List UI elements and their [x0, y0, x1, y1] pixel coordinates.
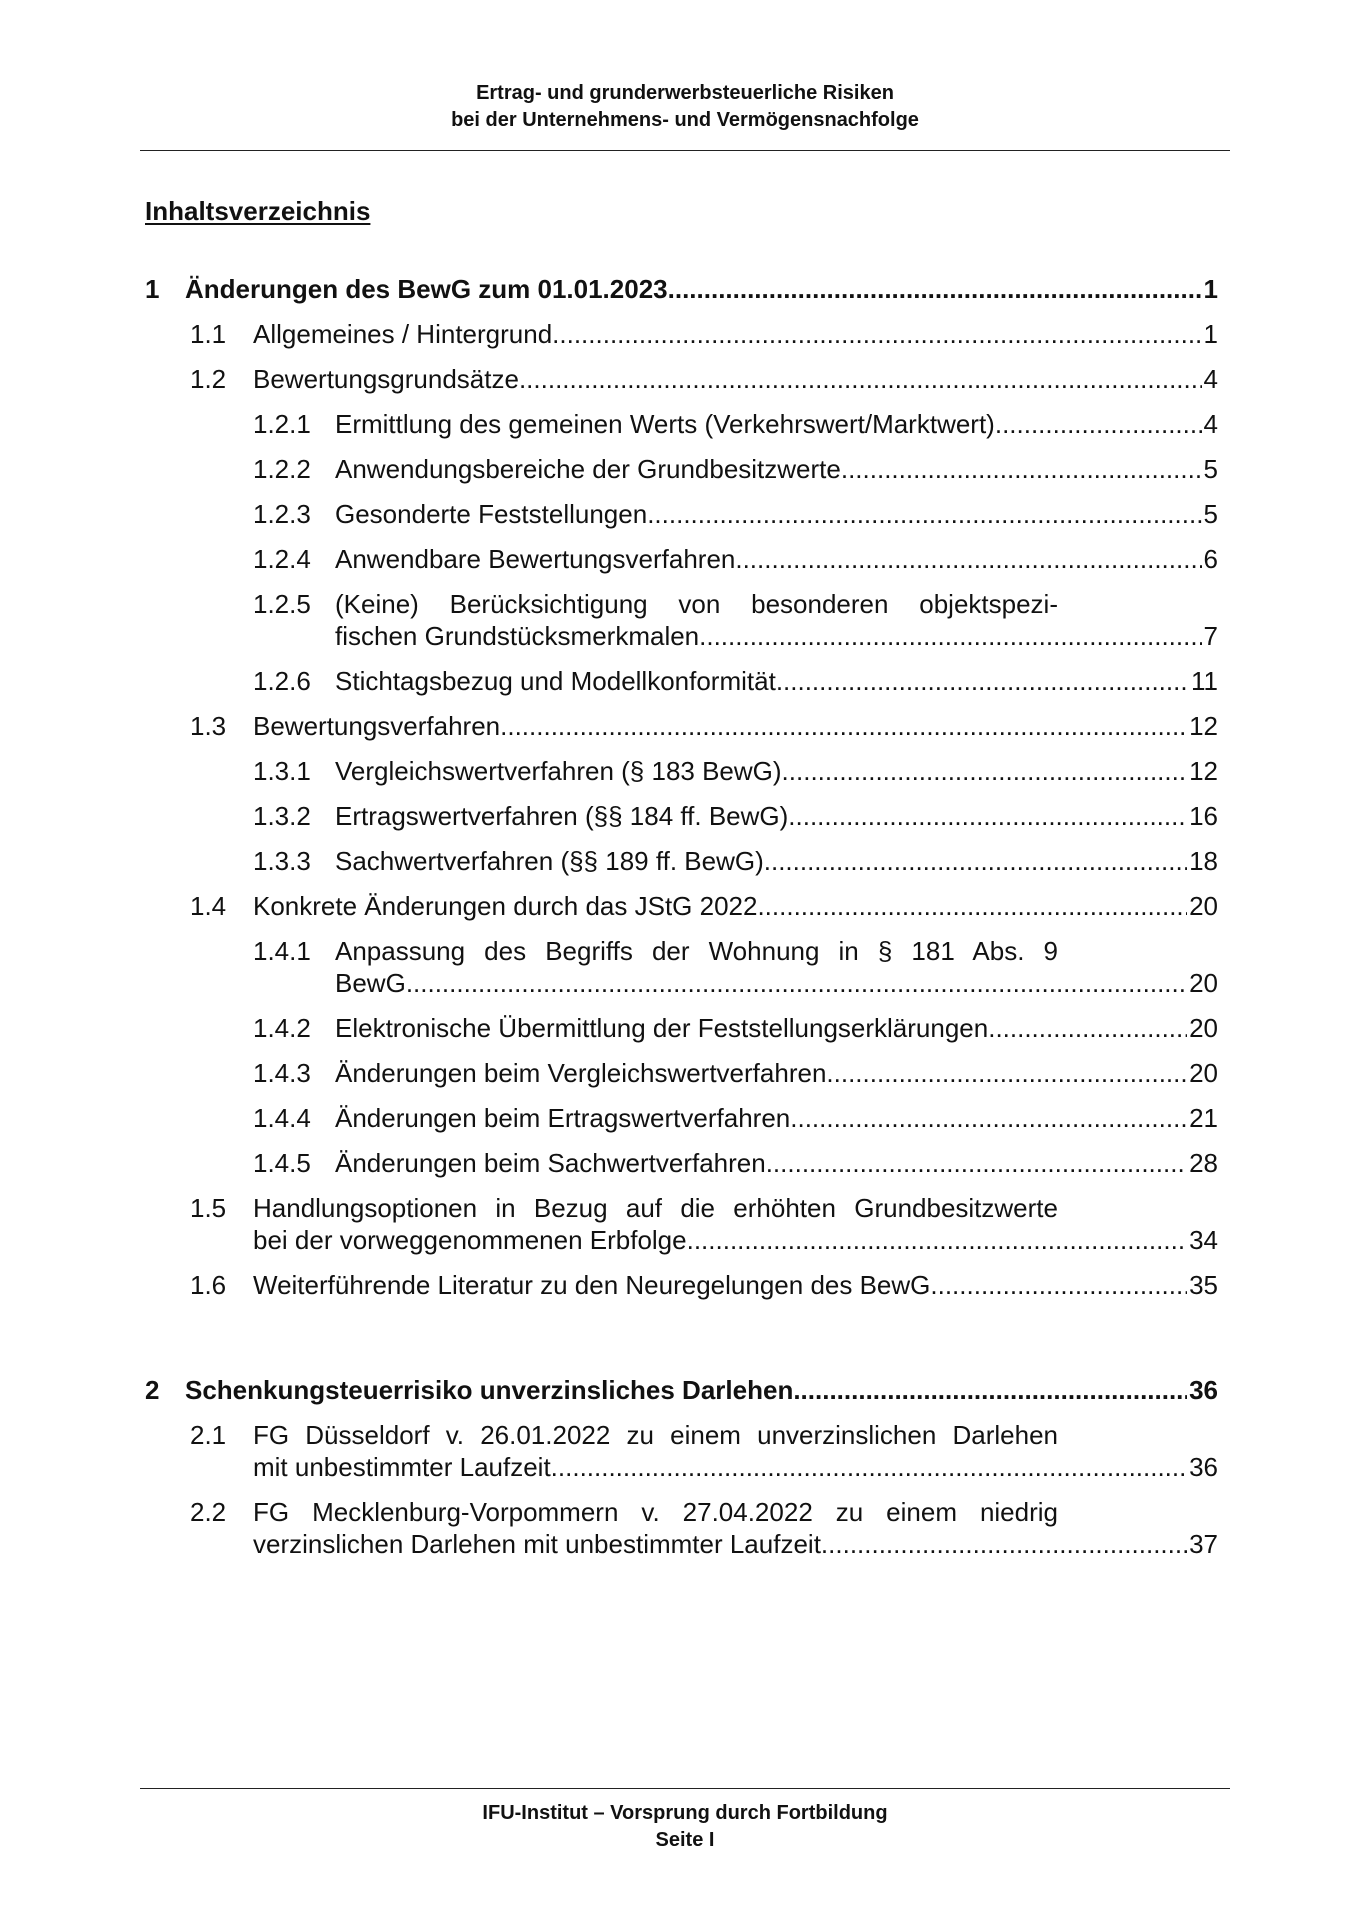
toc-title: Änderungen beim Sachwertverfahren	[335, 1148, 766, 1178]
toc-page-number: 12	[1189, 711, 1218, 741]
toc-title: Bewertungsgrundsätze	[253, 364, 519, 394]
toc-entry-1-4-3[interactable]	[145, 1057, 1218, 1089]
dot-leader	[687, 1224, 1187, 1256]
toc-number: 1.2.2	[253, 454, 311, 484]
dot-leader	[771, 845, 1187, 877]
table-of-contents	[145, 273, 1218, 1560]
toc-number: 1.2.5	[253, 589, 311, 619]
toc-title: Sachwertverfahren (§§ 189 ff. BewG).	[335, 846, 771, 876]
toc-page-number: 6	[1203, 544, 1218, 574]
toc-number: 1.6	[190, 1270, 227, 1300]
toc-entry-1-6[interactable]	[145, 1269, 1218, 1301]
toc-number: 2	[145, 1375, 160, 1405]
toc-page-number: 20	[1189, 968, 1218, 998]
toc-entry-1-2-6[interactable]	[145, 665, 1218, 697]
toc-entry-1-2-1[interactable]	[145, 408, 1218, 440]
footer-page-label: Seite I	[655, 1829, 715, 1851]
toc-entry-1-2-5[interactable]	[145, 588, 1218, 652]
toc-heading: Inhaltsverzeichnis	[145, 196, 371, 226]
toc-entry-1-3-3[interactable]	[145, 845, 1218, 877]
toc-number: 1.1	[190, 319, 227, 349]
header-rule	[140, 150, 1230, 151]
header-line-2: bei der Unternehmens- und Vermögensnachfolge	[451, 109, 919, 131]
dot-leader	[988, 1012, 1187, 1044]
toc-title: Ertragswertverfahren (§§ 184 ff. BewG)	[335, 801, 789, 831]
toc-entry-2-2[interactable]	[145, 1496, 1218, 1560]
toc-title-line-1: FG Düsseldorf v. 26.01.2022 zu einem unverzinslichen Darlehen	[253, 1420, 1058, 1450]
dot-leader	[782, 755, 1188, 787]
toc-number: 1.2.3	[253, 499, 311, 529]
toc-entry-1-2-2[interactable]	[145, 453, 1218, 485]
toc-entry-1-4-1[interactable]	[145, 935, 1218, 999]
toc-title: Konkrete Änderungen durch das JStG 2022	[253, 891, 758, 921]
dot-leader	[519, 363, 1202, 395]
toc-title: Anwendbare Bewertungsverfahren	[335, 544, 736, 574]
toc-page-number: 5	[1203, 454, 1218, 484]
toc-title-line-2: verzinslichen Darlehen mit unbestimmter Laufzeit	[253, 1529, 821, 1559]
dot-leader	[821, 1528, 1187, 1560]
toc-number: 1.3	[190, 711, 227, 741]
toc-entry-1-3-1[interactable]	[145, 755, 1218, 787]
toc-entry-1-3[interactable]	[145, 710, 1218, 742]
toc-title: Weiterführende Literatur zu den Neuregelungen des BewG	[253, 1270, 931, 1300]
toc-title: Gesonderte Feststellungen	[335, 499, 648, 529]
toc-entry-1-2-3[interactable]	[145, 498, 1218, 530]
toc-number: 1.4	[190, 891, 227, 921]
toc-entry-1[interactable]	[145, 273, 1218, 305]
toc-number: 1.3.3	[253, 846, 311, 876]
toc-page-number: 36	[1189, 1452, 1218, 1482]
dot-leader	[406, 967, 1187, 999]
toc-title-line-1: (Keine) Berücksichtigung von besonderen objektspezi-	[335, 589, 1058, 619]
toc-page-number: 34	[1189, 1225, 1218, 1255]
footer-rule	[140, 1788, 1230, 1789]
toc-entry-1-4-5[interactable]	[145, 1147, 1218, 1179]
dot-leader	[668, 273, 1202, 305]
dot-leader	[841, 453, 1202, 485]
dot-leader	[699, 620, 1201, 652]
toc-entry-1-5[interactable]	[145, 1192, 1218, 1256]
toc-page-number: 37	[1189, 1529, 1218, 1559]
dot-leader	[826, 1057, 1187, 1089]
toc-title: Elektronische Übermittlung der Feststellungserklärungen	[335, 1013, 989, 1043]
toc-page-number: 5	[1203, 499, 1218, 529]
toc-page-number: 21	[1189, 1103, 1218, 1133]
toc-title: Schenkungsteuerrisiko unverzinsliches Darlehen	[185, 1375, 794, 1405]
toc-title: Vergleichswertverfahren (§ 183 BewG)	[335, 756, 782, 786]
toc-number: 1.4.2	[253, 1013, 311, 1043]
toc-page-number: 18	[1189, 846, 1218, 876]
toc-entry-1-1[interactable]	[145, 318, 1218, 350]
toc-page-number: 20	[1189, 1058, 1218, 1088]
toc-entry-2[interactable]	[145, 1374, 1218, 1406]
dot-leader	[995, 408, 1202, 440]
toc-number: 1.4.1	[253, 936, 311, 966]
toc-title: Stichtagsbezug und Modellkonformität	[335, 666, 776, 696]
toc-number: 2.1	[190, 1420, 227, 1450]
toc-title-line-2: mit unbestimmter Laufzeit	[253, 1452, 551, 1482]
toc-title: Änderungen des BewG zum 01.01.2023	[185, 274, 668, 304]
dot-leader	[790, 1102, 1187, 1134]
toc-title: Änderungen beim Vergleichswertverfahren	[335, 1058, 827, 1088]
dot-leader	[793, 1374, 1187, 1406]
toc-number: 1.3.2	[253, 801, 311, 831]
running-footer	[140, 1800, 1230, 1854]
dot-leader	[776, 665, 1189, 697]
toc-page-number: 4	[1203, 364, 1218, 394]
dot-leader	[930, 1269, 1187, 1301]
dot-leader	[735, 543, 1201, 575]
dot-leader	[766, 1147, 1187, 1179]
dot-leader	[551, 1451, 1187, 1483]
dot-leader	[788, 800, 1187, 832]
toc-title-line-1: FG Mecklenburg-Vorpommern v. 27.04.2022 zu einem niedrig	[253, 1497, 1058, 1527]
toc-title-line-2: fischen Grundstücksmerkmalen	[335, 621, 700, 651]
toc-page-number: 11	[1191, 666, 1218, 696]
toc-entry-1-4-2[interactable]	[145, 1012, 1218, 1044]
toc-page-number: 1	[1203, 319, 1218, 349]
toc-page-number: 4	[1203, 409, 1218, 439]
toc-page-number: 20	[1189, 891, 1218, 921]
toc-number: 1.4.5	[253, 1148, 311, 1178]
dot-leader	[500, 710, 1187, 742]
dot-leader	[552, 318, 1201, 350]
toc-entry-1-3-2[interactable]	[145, 800, 1218, 832]
toc-entry-1-4-4[interactable]	[145, 1102, 1218, 1134]
toc-number: 1	[145, 274, 160, 304]
toc-entry-1-2[interactable]	[145, 363, 1218, 395]
dot-leader	[757, 890, 1187, 922]
toc-title: Änderungen beim Ertragswertverfahren	[335, 1103, 791, 1133]
toc-number: 1.4.3	[253, 1058, 311, 1088]
toc-entry-1-4[interactable]	[145, 890, 1218, 922]
toc-number: 1.2.1	[253, 409, 311, 439]
toc-entry-2-1[interactable]	[145, 1419, 1218, 1483]
toc-number: 1.3.1	[253, 756, 311, 786]
toc-page-number: 20	[1189, 1013, 1218, 1043]
toc-title-line-2: BewG	[335, 968, 406, 998]
toc-title: Bewertungsverfahren	[253, 711, 501, 741]
running-header	[140, 80, 1230, 134]
toc-number: 1.5	[190, 1193, 227, 1223]
toc-title: Anwendungsbereiche der Grundbesitzwerte	[335, 454, 841, 484]
toc-number: 1.2.4	[253, 544, 311, 574]
toc-number: 2.2	[190, 1497, 227, 1527]
toc-title-line-2: bei der vorweggenommenen Erbfolge	[253, 1225, 687, 1255]
toc-number: 1.2	[190, 364, 227, 394]
toc-page-number: 35	[1189, 1270, 1218, 1300]
toc-page-number: 36	[1189, 1375, 1218, 1405]
header-line-1: Ertrag- und grunderwerbsteuerliche Risiken	[476, 82, 894, 104]
toc-number: 1.2.6	[253, 666, 311, 696]
toc-page-number: 16	[1189, 801, 1218, 831]
toc-title-line-1: Handlungsoptionen in Bezug auf die erhöhten Grundbesitzwerte	[253, 1193, 1058, 1223]
dot-leader	[647, 498, 1201, 530]
toc-page-number: 12	[1189, 756, 1218, 786]
toc-page-number: 28	[1189, 1148, 1218, 1178]
footer-line-1: IFU-Institut – Vorsprung durch Fortbildung	[482, 1802, 888, 1824]
toc-title-line-1: Anpassung des Begriffs der Wohnung in § 181 Abs. 9	[335, 936, 1058, 966]
toc-title: Allgemeines / Hintergrund	[253, 319, 553, 349]
toc-title: Ermittlung des gemeinen Werts (Verkehrswert/Marktwert)	[335, 409, 995, 439]
toc-number: 1.4.4	[253, 1103, 311, 1133]
toc-page-number: 7	[1203, 621, 1218, 651]
toc-page-number: 1	[1203, 274, 1218, 304]
toc-entry-1-2-4[interactable]	[145, 543, 1218, 575]
